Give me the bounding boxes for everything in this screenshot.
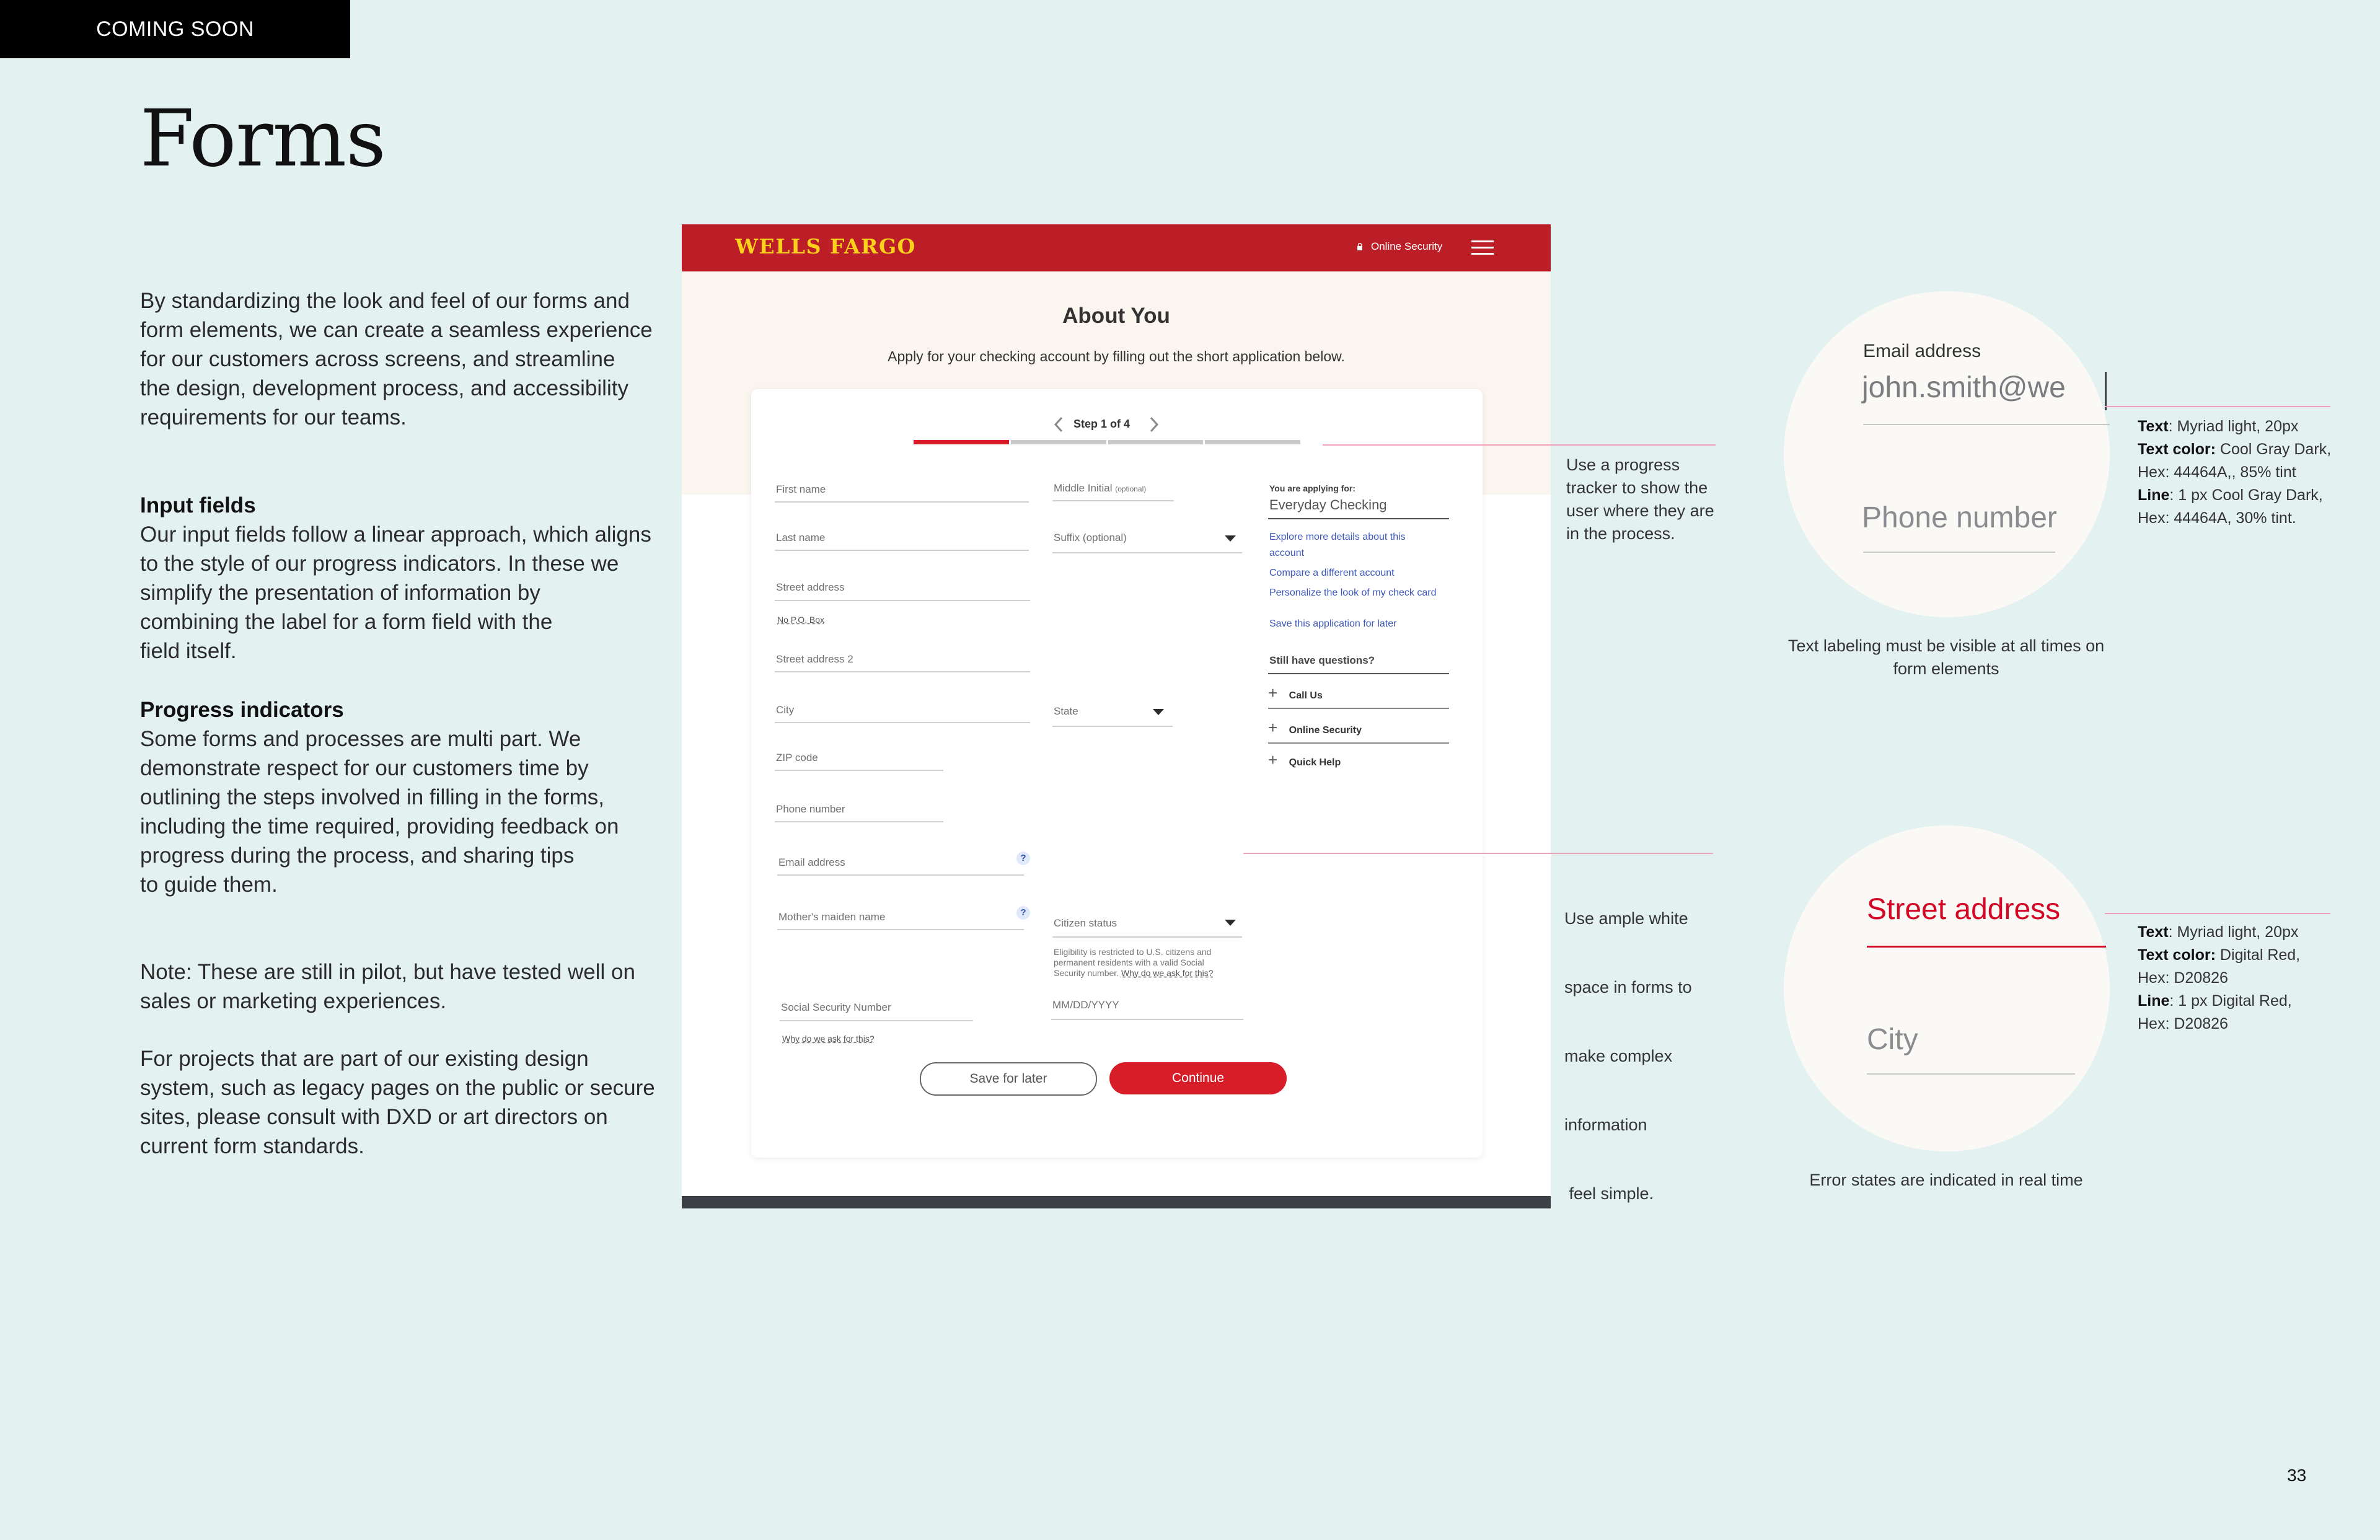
explore-details-link[interactable]: Explore more details about this (1269, 532, 1406, 542)
no-po-box-hint: No P.O. Box (777, 615, 825, 625)
intro-paragraph: By standardizing the look and feel of our forms and form elements, we can create a seamless experience for our customers across screens, and streamline the design, development process, and accessibility requirements for our teams. (140, 289, 653, 429)
note-paragraph: Note: These are still in pilot, but have tested well on sales or marketing experiences. (140, 960, 635, 1013)
accordion-call-us[interactable]: + Call Us (1268, 684, 1323, 702)
street-address-underline (775, 600, 1030, 601)
phone-number-underline (775, 821, 943, 822)
phone-number-field[interactable]: Phone number (776, 803, 845, 815)
form-mockup (682, 224, 1551, 1208)
maiden-name-underline (777, 929, 1024, 930)
questions-underline (1268, 673, 1449, 674)
form-heading: About You (1062, 304, 1170, 328)
plus-icon: + (1268, 750, 1278, 769)
error-caption: Error states are indicated in real time (1809, 1171, 2083, 1189)
save-for-later-button[interactable]: Save for later (920, 1062, 1097, 1096)
suffix-caret-icon (1225, 535, 1236, 542)
eligibility-note: Eligibility is restricted to U.S. citizens and permanent residents with a valid Social Security number. Why do we ask for this? (1054, 947, 1214, 978)
mockup-footer-bar (682, 1196, 1551, 1208)
state-underline (1052, 726, 1173, 727)
input-example-circle (1784, 291, 2110, 617)
input-fields-paragraph: Our input fields follow a linear approach, which aligns to the style of our progress indicators. In these we simplify the presentation of information by combining the label for a form field with the field itself. (140, 522, 651, 663)
step-label: Step 1 of 4 (1073, 418, 1130, 430)
example-street-address-error[interactable]: Street address (1867, 893, 2061, 926)
applying-for-label: You are applying for: (1269, 483, 1355, 493)
street-address-2-field[interactable]: Street address 2 (776, 653, 853, 665)
zip-code-field[interactable]: ZIP code (776, 752, 818, 763)
zip-code-underline (775, 770, 943, 771)
last-name-field[interactable]: Last name (776, 532, 826, 543)
accordion-divider (1268, 708, 1449, 709)
error-spec-text: Text: Myriad light, 20px Text color: Digital Red, Hex: D20826 Line: 1 px Digital Red, Hex: D20826 (2138, 923, 2301, 1032)
date-of-birth-field[interactable]: MM/DD/YYYY (1052, 999, 1119, 1011)
product-underline (1268, 518, 1449, 519)
save-application-link[interactable]: Save this application for later (1269, 618, 1397, 629)
progress-callout-text: Use a progress tracker to show the user where they are in the process. (1566, 455, 1714, 543)
error-example-circle (1784, 825, 2110, 1151)
example-error-underline (1867, 946, 2106, 948)
personalize-card-link[interactable]: Personalize the look of my check card (1269, 587, 1437, 598)
state-select[interactable]: State (1054, 705, 1078, 717)
progress-segment (914, 440, 1009, 444)
valid-caption: Text labeling must be visible at all times on form elements (1787, 636, 2105, 678)
ssn-field[interactable]: Social Security Number (781, 1001, 891, 1013)
accordion-divider (1268, 742, 1449, 744)
text-cursor (2105, 372, 2107, 410)
example-email-underline (1863, 424, 2110, 425)
error-spec-line (2105, 913, 2330, 914)
input-fields-section (140, 491, 673, 666)
progress-indicators-section (140, 695, 673, 899)
whitespace-callout-line (1243, 853, 1713, 854)
hamburger-menu-icon[interactable] (1471, 240, 1494, 257)
example-phone-underline (1863, 552, 2055, 553)
wells-fargo-logo[interactable]: WELLS FARGO (735, 234, 916, 258)
email-address-underline (777, 874, 1024, 876)
online-security-link[interactable]: Online Security (1371, 240, 1443, 252)
ssn-why-link[interactable]: Why do we ask for this? (782, 1034, 875, 1044)
progress-indicators-paragraph: Some forms and processes are multi part. We demonstrate respect for our customers time by outlining the steps involved in filling in the forms, including the time required, providing feedback on progress during the process, and sharing tips to guide them. (140, 727, 619, 897)
page-title: Forms (140, 93, 386, 184)
page-number: 33 (2287, 1466, 2307, 1485)
date-of-birth-underline (1051, 1019, 1243, 1020)
citizen-why-link[interactable]: Why do we ask for this? (1121, 968, 1214, 978)
coming-soon-banner: COMING SOON (0, 0, 350, 58)
example-city-underline (1867, 1073, 2075, 1075)
street-address-field[interactable]: Street address (776, 581, 845, 593)
mockup-header (682, 224, 1551, 271)
middle-initial-underline (1052, 500, 1174, 501)
middle-initial-field[interactable]: Middle Initial (optional) (1054, 482, 1147, 494)
citizen-status-caret-icon (1225, 920, 1236, 926)
input-fields-heading: Input fields (140, 493, 256, 517)
example-phone-placeholder[interactable]: Phone number (1862, 501, 2057, 534)
example-email-value[interactable]: john.smith@we (1862, 371, 2066, 404)
email-help-icon[interactable]: ? (1016, 851, 1030, 865)
still-have-questions: Still have questions? (1269, 654, 1375, 666)
progress-segment (1205, 440, 1300, 444)
progress-segment (1108, 440, 1204, 444)
street-address-2-underline (775, 671, 1030, 672)
state-caret-icon (1153, 709, 1164, 715)
progress-callout-line (1323, 444, 1716, 446)
progress-indicators-heading: Progress indicators (140, 698, 344, 722)
form-card (751, 389, 1483, 1158)
first-name-underline (775, 501, 1029, 503)
city-underline (775, 722, 1030, 723)
chevron-left-icon[interactable] (1052, 415, 1065, 434)
lock-icon (1357, 243, 1362, 250)
accordion-online-security[interactable]: + Online Security (1268, 718, 1362, 737)
plus-icon: + (1268, 718, 1278, 737)
explore-details-link-cont[interactable]: account (1269, 548, 1305, 558)
example-email-label: Email address (1863, 341, 1981, 361)
ssn-underline (780, 1020, 973, 1021)
suffix-select[interactable]: Suffix (optional) (1054, 532, 1127, 543)
accordion-quick-help[interactable]: + Quick Help (1268, 750, 1341, 769)
form-subheading: Apply for your checking account by filling out the short application below. (888, 348, 1345, 364)
valid-spec-text: Text: Myriad light, 20px Text color: Cool Gray Dark, Hex: 44464A,, 85% tint Line: 1 px Cool Gray Dark, Hex: 44464A, 30% tint. (2138, 418, 2332, 527)
progress-tracker (914, 440, 1300, 444)
legacy-paragraph: For projects that are part of our existing design system, such as legacy pages on the public or secure sites, please consult with DXD or art directors on current form standards. (140, 1047, 655, 1158)
example-city-placeholder[interactable]: City (1867, 1023, 1918, 1056)
chevron-right-icon[interactable] (1148, 415, 1160, 434)
city-field[interactable]: City (776, 704, 795, 716)
citizen-status-select[interactable]: Citizen status (1054, 917, 1117, 929)
valid-spec-line (2105, 406, 2330, 407)
continue-button[interactable]: Continue (1109, 1062, 1287, 1094)
whitespace-callout-text: Use ample white space in forms to make complex information feel simple. (1564, 909, 1692, 1203)
plus-icon: + (1268, 684, 1278, 702)
email-address-field[interactable]: Email address (778, 856, 845, 868)
suffix-underline (1052, 552, 1242, 553)
citizen-status-underline (1052, 936, 1242, 938)
progress-segment (1011, 440, 1106, 444)
first-name-field[interactable]: First name (776, 483, 826, 495)
product-name: Everyday Checking (1269, 497, 1387, 513)
compare-account-link[interactable]: Compare a different account (1269, 568, 1395, 578)
maiden-name-help-icon[interactable]: ? (1016, 906, 1030, 920)
last-name-underline (775, 550, 1029, 551)
maiden-name-field[interactable]: Mother's maiden name (778, 911, 886, 923)
